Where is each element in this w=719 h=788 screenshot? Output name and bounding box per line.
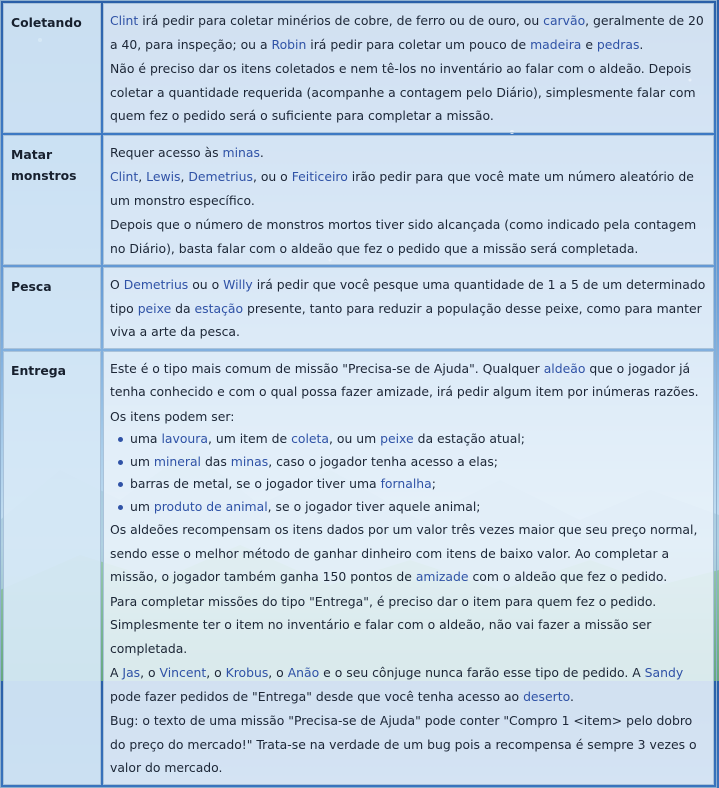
wiki-link[interactable]: deserto [523,688,570,704]
text-run: , [138,169,147,184]
text-run: , ou um [329,431,381,446]
description-paragraph [110,590,707,661]
text-run: irá pedir para coletar minérios de cobre, de ferro ou de ouro, ou [138,13,544,28]
text-run: um [130,453,154,469]
text-run: irá pedir para coletar um pouco de [306,36,531,52]
wiki-link[interactable]: Anão [287,665,320,680]
wiki-link[interactable]: Robin [271,36,307,52]
description-paragraph [110,141,707,165]
quest-type-header: Matar monstros [3,135,101,266]
text-run: , se o jogador tiver aquele animal; [267,498,481,514]
wiki-link[interactable]: peixe [380,431,414,446]
wiki-link[interactable]: produto de animal [153,498,268,514]
quest-row [3,351,714,785]
text-run: . [569,688,574,704]
text-run: irá pedir que você pesque uma quantidade de 1 a 5 de um determinado tipo [110,277,706,316]
wiki-link[interactable]: Jas [122,665,141,680]
list-item [130,451,707,474]
text-run: Não é preciso dar os itens coletados e nem tê-los no inventário ao falar com o aldeão. Depois coletar a quantidade requerida (acompanhe a contagem pelo Diário), simplesmente falar com quem fez o pedido será o suficiente para completar a missão. [110,61,696,123]
text-run: , ou o [252,169,292,184]
text-run: , [180,169,189,184]
description-paragraph [110,273,707,344]
quest-description [103,135,714,266]
item-list [110,428,707,518]
text-run: , caso o jogador tenha acesso a elas; [268,453,498,469]
description-paragraph [110,9,707,56]
quest-type-header: Coletando [3,3,101,133]
text-run: barras de metal, se o jogador tiver uma [130,476,381,491]
wiki-link[interactable]: carvão [543,13,586,28]
wiki-link[interactable]: Vincent [159,665,207,680]
wiki-link[interactable]: Willy [223,277,253,292]
text-run: , um item de [207,431,292,446]
text-run: Este é o tipo mais comum de missão "Precisa-se de Ajuda". Qualquer [110,360,544,376]
text-run: , o [140,665,160,680]
text-run: irão pedir para que você mate um número aleatório de um monstro específico. [110,169,694,208]
text-run: , o [268,665,288,680]
text-run: . [259,144,264,160]
text-run: da estação atual; [413,431,525,446]
description-paragraph [110,518,707,589]
description-paragraph [110,661,707,708]
text-run: Os itens podem ser: [110,408,235,424]
wiki-link[interactable]: mineral [153,453,201,469]
text-run: pode fazer pedidos de "Entrega" desde que você tenha acesso ao [110,688,524,704]
wiki-link[interactable]: Krobus [225,665,269,680]
description-paragraph [110,405,707,429]
quest-description [103,267,714,349]
wiki-link[interactable]: Sandy [644,665,684,680]
wiki-link[interactable]: Demetrius [188,169,253,184]
text-run: Depois que o número de monstros mortos tiver sido alcançada (como indicado pela contagem no Diário), basta falar com o aldeão que fez o pedido que a missão será completada. [110,217,697,256]
wiki-link[interactable]: lavoura [161,431,208,446]
text-run: presente, tanto para reduzir a população desse peixe, como para manter viva a arte da pesca. [110,300,702,339]
wiki-link[interactable]: madeira [530,36,582,52]
text-run: A [110,665,123,680]
text-run: um [130,498,154,514]
wiki-link[interactable]: Lewis [146,169,181,184]
text-run: Requer acesso às [110,144,223,160]
wiki-link[interactable]: Feiticeiro [291,169,348,184]
text-run: e [581,36,597,52]
wiki-link[interactable]: peixe [137,300,172,316]
text-run: . [639,36,644,52]
text-run: Os aldeões recompensam os itens dados por um valor três vezes maior que seu preço normal, sendo esse o melhor método de ganhar dinheiro com itens de baixo valor. Ao completar a missão, o jogador também ganha 150 pontos de [110,522,698,584]
wiki-link[interactable]: estação [194,300,244,316]
text-run: , o [206,665,226,680]
text-run: Bug: o texto de uma missão "Precisa-se de Ajuda" pode conter "Compro 1 <item> pelo dobro do preço do mercado!" Trata-se na verdade de um bug pois a recompensa é sempre 3 vezes o valor do mercado. [110,713,697,775]
quest-row [3,267,714,349]
text-run: e o seu cônjuge nunca farão esse tipo de pedido. A [319,665,645,680]
wiki-link[interactable]: coleta [291,431,329,446]
wiki-link[interactable]: pedras [596,36,640,52]
text-run: , geralmente de 20 a 40, para inspeção; ou a [110,13,704,52]
list-item [130,428,707,451]
wiki-link[interactable]: aldeão [543,360,586,376]
description-paragraph [110,57,707,128]
wiki-link[interactable]: Demetrius [123,277,189,292]
description-paragraph [110,213,707,260]
list-item [130,473,707,496]
text-run: uma [130,431,162,446]
description-paragraph [110,165,707,212]
wiki-link[interactable]: minas [222,144,260,160]
wiki-link[interactable]: minas [230,453,269,469]
quest-description [103,3,714,133]
quest-description [103,351,714,785]
text-run: Para completar missões do tipo "Entrega", é preciso dar o item para quem fez o pedido. Simplesmente ter o item no inventário e falar com o aldeão, não vai fazer a missão ser completada. [110,593,657,656]
wiki-link[interactable]: Clint [110,13,139,28]
quest-row [3,135,714,266]
quest-type-header: Entrega [3,351,101,785]
wiki-link[interactable]: fornalha [380,476,432,491]
description-paragraph [110,709,707,780]
text-run: que o jogador já tenha conhecido e com o qual possa fazer amizade, irá pedir algum item por inúmeras razões. [110,360,699,399]
quest-type-header: Pesca [3,267,101,349]
text-run: da [171,300,195,316]
text-run: com o aldeão que fez o pedido. [468,569,668,584]
text-run: O [110,277,124,292]
wiki-link[interactable]: Clint [110,169,139,184]
quest-row [3,3,714,133]
text-run: ; [431,476,436,491]
description-paragraph [110,357,707,404]
wiki-link[interactable]: amizade [415,569,469,584]
list-item [130,496,707,519]
text-run: ou o [188,277,224,292]
text-run: das [201,453,231,469]
